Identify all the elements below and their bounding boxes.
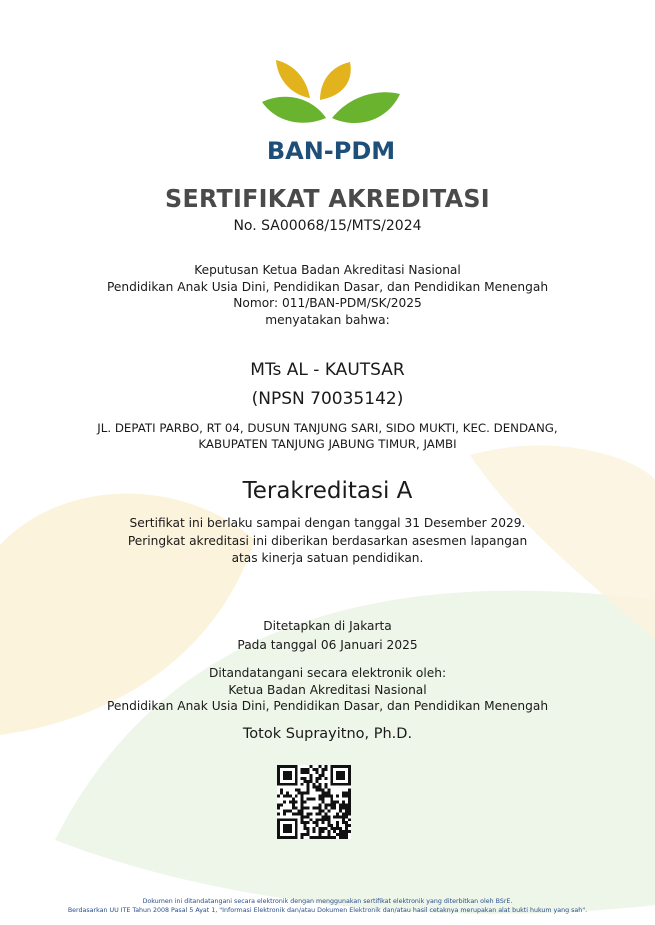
signature-line-3: Pendidikan Anak Usia Dini, Pendidikan Dasar, dan Pendidikan Menengah <box>106 699 549 713</box>
footer-line-2: Berdasarkan UU ITE Tahun 2008 Pasal 5 Ayat 1, "Informasi Elektronik dan/atau Dokumen Elektronik dan/atau hasil cetaknya merupakan alat bukti hukum yang sah". <box>67 906 588 914</box>
school-name: MTs AL - KAUTSAR <box>250 360 405 380</box>
assessment-note-2: atas kinerja satuan pendidikan. <box>231 551 424 565</box>
school-npsn: (NPSN 70035142) <box>251 389 404 409</box>
footer-line-1: Dokumen ini ditandatangani secara elektronik dengan menggunakan sertifikat elektronik yang diterbitkan oleh BSrE. <box>142 898 513 905</box>
certificate-number: No. SA00068/15/MTS/2024 <box>233 218 422 234</box>
school-address-line-2: KABUPATEN TANJUNG JABUNG TIMUR, JAMBI <box>198 437 457 451</box>
decision-line-2: Pendidikan Anak Usia Dini, Pendidikan Dasar, dan Pendidikan Menengah <box>106 279 549 294</box>
qr-code <box>277 765 351 839</box>
signer-name: Totok Suprayitno, Ph.D. <box>242 726 413 742</box>
ban-pdm-logo <box>258 58 404 164</box>
accreditation-status: Terakreditasi A <box>242 478 413 504</box>
decision-number: Nomor: 011/BAN-PDM/SK/2025 <box>233 296 422 310</box>
assessment-note-1: Peringkat akreditasi ini diberikan berdasarkan asesmen lapangan <box>127 533 528 548</box>
validity-note: Sertifikat ini berlaku sampai dengan tanggal 31 Desember 2029. <box>129 516 526 530</box>
decision-line-4: menyatakan bahwa: <box>265 312 390 327</box>
signature-line-2: Ketua Badan Akreditasi Nasional <box>228 682 427 697</box>
signature-line-1: Ditandatangani secara elektronik oleh: <box>208 666 447 680</box>
certificate-title: SERTIFIKAT AKREDITASI <box>165 184 490 213</box>
school-address-line-1: JL. DEPATI PARBO, RT 04, DUSUN TANJUNG SARI, SIDO MUKTI, KEC. DENDANG, <box>97 421 558 435</box>
issuance-date: Pada tanggal 06 Januari 2025 <box>237 638 418 652</box>
issuance-place: Ditetapkan di Jakarta <box>263 619 392 633</box>
logo-wordmark: BAN-PDM <box>266 137 396 164</box>
decision-line-1: Keputusan Ketua Badan Akreditasi Nasional <box>194 263 461 277</box>
